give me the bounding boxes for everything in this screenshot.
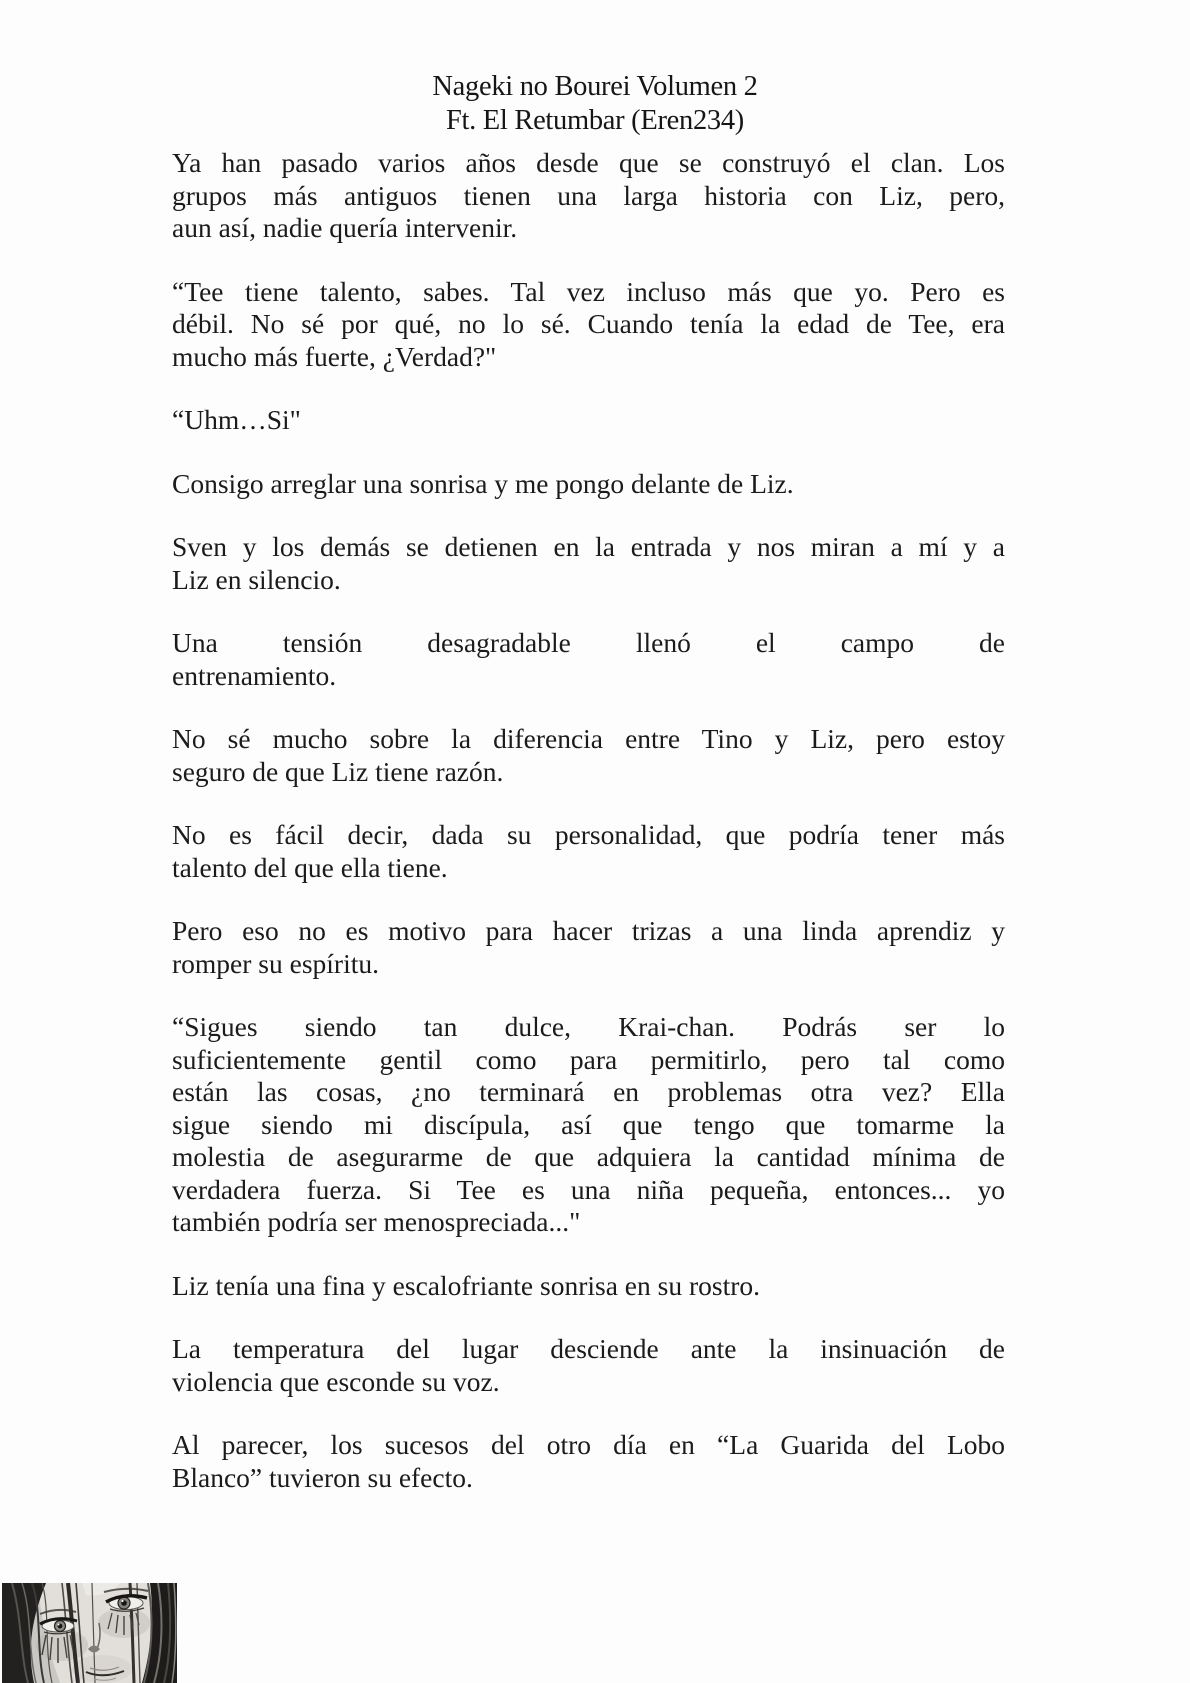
text-line: Liz tenía una fina y escalofriante sonrisa en su rostro. (172, 1269, 760, 1301)
paragraph (172, 147, 1005, 245)
manga-illustration (2, 1583, 177, 1683)
paragraph (172, 404, 1005, 437)
paragraph (172, 468, 1005, 501)
text-line: No es fácil decir, dada su personalidad, que podría tener más (172, 819, 1005, 850)
text-line: Sven y los demás se detienen en la entrada y nos miran a mí y a (172, 531, 1005, 562)
paragraph (172, 1011, 1005, 1239)
paragraph (172, 915, 1005, 980)
text-line: entrenamiento. (172, 659, 337, 691)
text-line: verdadera fuerza. Si Tee es una niña pequeña, entonces... yo (172, 1173, 1005, 1205)
paragraph (172, 276, 1005, 374)
text-line: romper su espíritu. (172, 947, 379, 979)
paragraph (172, 723, 1005, 788)
text-line: talento del que ella tiene. (172, 851, 448, 883)
text-line: Liz en silencio. (172, 563, 341, 595)
text-line: Blanco” tuvieron su efecto. (172, 1461, 473, 1493)
text-line: seguro de que Liz tiene razón. (172, 755, 504, 787)
text-line: “Tee tiene talento, sabes. Tal vez incluso más que yo. Pero es (172, 275, 1005, 307)
paragraph (172, 1333, 1005, 1398)
text-line: “Uhm…Si" (172, 404, 301, 435)
text-line: molestia de asegurarme de que adquiera la cantidad mínima de (172, 1141, 1005, 1172)
text-line: Consigo arreglar una sonrisa y me pongo delante de Liz. (172, 467, 794, 499)
text-line: Una tensión desagradable llenó el campo de (172, 627, 1005, 658)
text-line: también podría ser menospreciada..." (172, 1206, 581, 1237)
paragraph (172, 1429, 1005, 1494)
text-line: están las cosas, ¿no terminará en problemas otra vez? Ella (172, 1076, 1005, 1107)
text-line: “Sigues siendo tan dulce, Krai-chan. Podrás ser lo (172, 1011, 1005, 1042)
text-line: suficientemente gentil como para permitirlo, pero tal como (172, 1043, 1005, 1075)
page-title: Nageki no Bourei Volumen 2 (432, 71, 758, 102)
paragraph (172, 627, 1005, 692)
text-line: Al parecer, los sucesos del otro día en “La Guarida del Lobo (172, 1429, 1005, 1460)
text-line: Pero eso no es motivo para hacer trizas a una linda aprendiz y (172, 915, 1005, 946)
text-line: débil. No sé por qué, no lo sé. Cuando tenía la edad de Tee, era (172, 308, 1005, 339)
paragraph (172, 1270, 1005, 1303)
manga-face-image (2, 1583, 177, 1683)
text-line: aun así, nadie quería intervenir. (172, 212, 518, 243)
text-line: La temperatura del lugar desciende ante la insinuación de (172, 1333, 1005, 1364)
document-header (0, 70, 1190, 138)
text-line: sigue siendo mi discípula, así que tengo que tomarme la (172, 1108, 1005, 1140)
paragraph (172, 819, 1005, 884)
text-line: violencia que esconde su voz. (172, 1365, 500, 1397)
text-line: No sé mucho sobre la diferencia entre Tino y Liz, pero estoy (172, 723, 1005, 754)
text-line: grupos más antiguos tienen una larga historia con Liz, pero, (172, 179, 1005, 211)
paragraph (172, 531, 1005, 596)
page-subtitle: Ft. El Retumbar (Eren234) (445, 105, 744, 136)
text-line: Ya han pasado varios años desde que se construyó el clan. Los (172, 147, 1005, 178)
document-body (172, 147, 1005, 1494)
text-line: mucho más fuerte, ¿Verdad?" (172, 340, 497, 372)
